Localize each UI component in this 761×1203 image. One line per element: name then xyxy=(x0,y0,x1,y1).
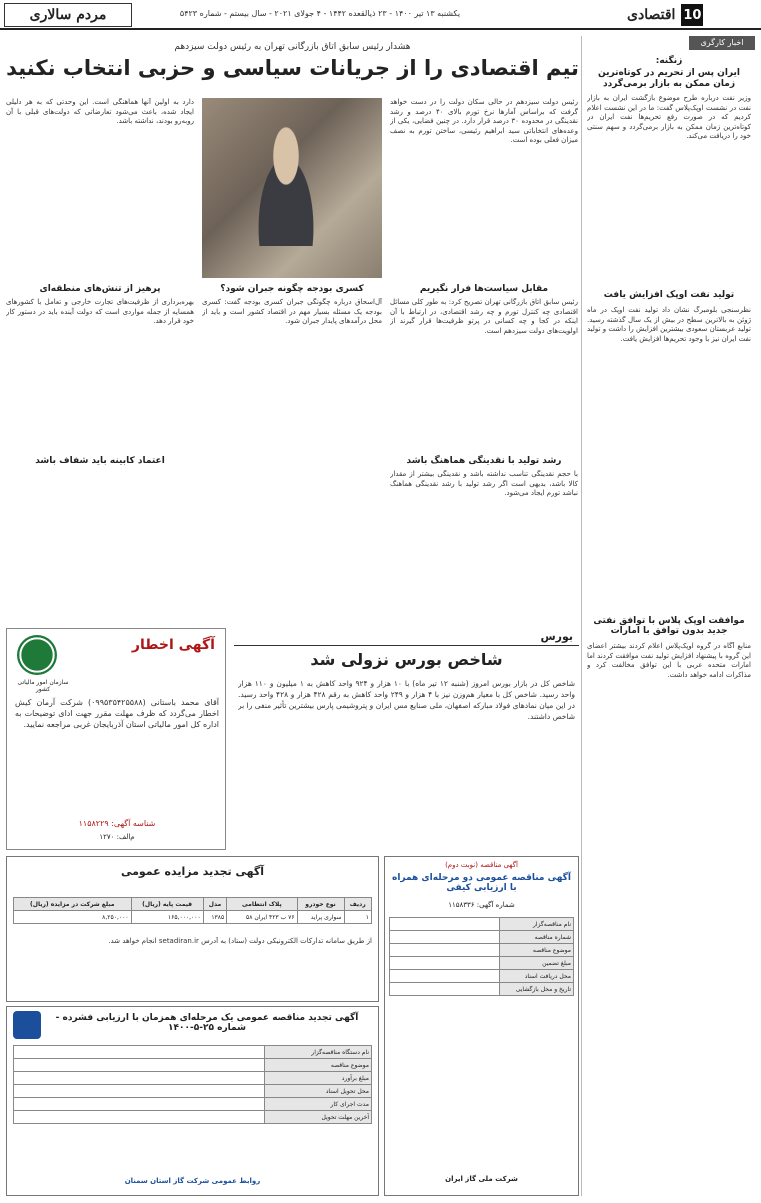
auction-ad xyxy=(6,856,379,1002)
page-number-box xyxy=(627,2,757,28)
table-header: ردیف xyxy=(344,898,371,911)
warning-ad-org: سازمان امور مالیاتی کشور xyxy=(17,679,69,693)
tender-ad-2 xyxy=(384,856,579,1196)
news-text-3: منابع آگاه در گروه اوپک‌پلاس اعلام کردند بیشتر اعضای این گروه با پیشنهاد افزایش تولید نفت موافقت کردند اما امارات متحده عربی با این توافق مخالفت کرد و مذاکرات ادامه خواهد داشت. xyxy=(587,642,751,679)
article-kicker: هشدار رئیس سابق اتاق بازرگانی تهران به رئیس دولت سیزدهم xyxy=(174,42,411,52)
tender-table xyxy=(13,1045,372,1124)
news-text-2: نظرسنجی بلومبرگ نشان داد تولید نفت اوپک در ماه ژوئن به بالاترین سطح در بیش از یک سال گذشته رسید. تولید عربستان سعودی بیشترین افزایش را داشت و تولید نفت ایران نیز با وجود تحریم‌ها افزایش یافت. xyxy=(587,306,751,343)
table-cell: ۱۳۸۵ xyxy=(203,911,226,924)
table-cell: موضوع مناقصه xyxy=(500,944,574,957)
table-cell: محل تحویل اسناد xyxy=(264,1085,371,1098)
article-subtitle-2: رشد تولید با نقدینگی هماهنگ باشد xyxy=(406,456,562,466)
auction-ad-note: از طریق سامانه تدارکات الکترونیکی دولت (ستاد) به آدرس setadiran.ir انجام خواهد شد. xyxy=(108,937,372,945)
table-cell: مبلغ تضمین xyxy=(500,957,574,970)
page-header xyxy=(0,0,761,30)
article-text-5: بهره‌برداری از ظرفیت‌های تجارت خارجی و تعامل با کشورهای همسایه از جمله مواردی است که دولت آینده باید در دستور کار خود قرار دهد. xyxy=(6,298,194,325)
article-text-1: رئیس دولت سیزدهم در حالی سکان دولت را در دست خواهد گرفت که براساس آمارها نرخ تورم بالای ۴۰ درصد و رشد نقدینگی در محدوده ۳۰ درصد قرار دارد. در چنین فضایی، یکی از وعده‌های انتخاباتی سید ابراهیم رئیسی، ساختن تورم به نصف میزان فعلی بوده است. xyxy=(390,98,578,144)
article-text-6: دارد به اولین آنها هماهنگی است. این وحدتی که به هر دلیلی ایجاد شده، باعث می‌شود تعارضاتی که دولت‌های قبلی با آن روبه‌رو بودند، نداشته باشد. xyxy=(6,98,194,125)
article-text-2: رئیس سابق اتاق بازرگانی تهران تصریح کرد: به طور کلی مسائل اقتصادی چه کنترل تورم و چه رشد اقتصادی، در ارتباط با آن اینکه در کجا و چه کسانی در پرتو ظرفیت‌ها قرار گیرند از اولویت‌های دولت سیزدهم است. xyxy=(390,298,578,335)
news-tag: اخبار کارگری xyxy=(689,36,755,50)
table-cell: نام دستگاه مناقصه‌گزار xyxy=(264,1046,371,1059)
tender-ad-2-tag: آگهی مناقصه (نوبت دوم) xyxy=(445,861,518,869)
article-headline: تیم اقتصادی را از جریانات سیاسی و حزبی انتخاب نکنید xyxy=(6,56,579,80)
table-row xyxy=(14,1085,372,1098)
news-box-title: زنگنه: xyxy=(655,56,683,66)
table-cell: ۱ xyxy=(344,911,371,924)
auction-table xyxy=(13,897,372,924)
tender-ad-2-footer: شرکت ملی گاز ایران xyxy=(445,1175,518,1183)
table-row xyxy=(390,944,574,957)
bourse-text: شاخص کل در بازار بورس امروز (شنبه ۱۲ تیر ماه) با ۱۰ هزار و ۹۲۴ واحد کاهش به ۱ میلیون و ۱۱۰ هزار واحد رسید. شاخص کل با معیار هم‌وزن نیز با ۴ هزار و ۲۴۹ واحد کاهش به رقم ۴۲۸ هزار و ۴۲۸ واحد رسید. در این میان نمادهای فولاد مبارکه اصفهان، ملی صنایع مس ایران و پتروشیمی پارس بیشترین تأثیر منفی را بر شاخص داشتند. xyxy=(238,679,575,721)
table-cell: نام مناقصه‌گزار xyxy=(500,918,574,931)
news-box-subtitle: ایران پس از تحریم در کوتاه‌ترین زمان ممکن به بازار برمی‌گردد xyxy=(598,67,740,90)
table-row xyxy=(14,1046,372,1059)
table-header: پلاک انتظامی xyxy=(227,898,297,911)
news-column xyxy=(581,36,755,1196)
table-header: مدل xyxy=(203,898,226,911)
person-photo xyxy=(246,126,326,246)
table-row xyxy=(14,1111,372,1124)
tender-ad-title: آگهی تجدید مناقصه عمومی یک مرحله‌ای همزمان با ارزیابی فشرده - شماره ۲۵-۵-۱۴۰۰ xyxy=(55,1013,359,1033)
tender-ad-footer: روابط عمومی شرکت گاز استان سمنان xyxy=(124,1177,261,1185)
table-cell: مبلغ برآورد xyxy=(264,1072,371,1085)
auction-ad-title: آگهی تجدید مزایده عمومی xyxy=(120,865,265,878)
warning-ad xyxy=(6,628,226,850)
warning-ad-code: شناسه آگهی: ۱۱۵۸۲۲۹ xyxy=(78,819,156,828)
table-header: مبلغ شرکت در مزایده (ریال) xyxy=(14,898,132,911)
table-cell: مدت اجرای کار xyxy=(264,1098,371,1111)
table-row xyxy=(14,1072,372,1085)
page-number: 10 xyxy=(681,4,703,26)
table-cell: محل دریافت اسناد xyxy=(500,970,574,983)
section-title: اقتصادی xyxy=(627,7,676,23)
table-cell: ۸,۲۵۰,۰۰۰ xyxy=(14,911,132,924)
warning-ad-title: آگهی اخطار xyxy=(131,637,215,653)
news-box-head xyxy=(587,56,751,91)
bourse-article xyxy=(234,628,579,850)
tax-org-logo xyxy=(17,635,57,675)
table-row xyxy=(390,983,574,996)
article-text-4: آل‌اسحاق درباره چگونگی جبران کسری بودجه گفت: کسری بودجه یک مسئله بسیار مهم در اقتصاد کشور است و باید از محل درآمدهای پایدار جبران شود. xyxy=(202,298,382,325)
news-subtitle-2: موافقت اوپک پلاس با توافق نفتی جدید بدون توافق با امارات xyxy=(593,616,745,636)
table-row xyxy=(390,957,574,970)
table-cell: سواری پراید xyxy=(297,911,344,924)
table-cell: ۷۶ ب ۴۲۳ ایران ۵۸ xyxy=(227,911,297,924)
table-row xyxy=(390,970,574,983)
tender-ad xyxy=(6,1006,379,1196)
warning-ad-footer: م‌الف: ۱۲۷۰ xyxy=(99,833,135,841)
article-subtitle-1: مقابل سیاست‌ها فرار نگیریم xyxy=(419,284,549,294)
paper-logo: مردم سالاری xyxy=(4,3,132,27)
table-cell: شماره مناقصه xyxy=(500,931,574,944)
main-article xyxy=(6,36,579,616)
bourse-section: بورس xyxy=(234,628,579,646)
table-row xyxy=(390,931,574,944)
article-subtitle-4: پرهیز از تنش‌های منطقه‌ای xyxy=(39,284,161,294)
table-cell: ۱۶۵,۰۰۰,۰۰۰ xyxy=(131,911,203,924)
tender-ad-2-sub: شماره آگهی: ۱۱۵۸۳۳۶ xyxy=(448,901,515,909)
warning-ad-body: آقای محمد باستانی (۰۹۹۵۳۵۴۲۵۵۸۸) شرکت آرمان کیش اخطار می‌گردد که ظرف مهلت مقرر جهت ادای توضیحات به اداره کل امور مالیاتی استان آذربایجان غربی مراجعه نمایید. xyxy=(15,698,219,729)
auction-table-head xyxy=(14,898,372,911)
news-subtitle-1: تولید نفت اوپک افزایش یافت xyxy=(603,290,735,300)
news-text-1: وزیر نفت درباره طرح موضوع بازگشت ایران به بازار نفت در نشست اوپک‌پلاس گفت: ما در این نشست اعلام کردیم که در صورت رفع تحریم‌ها نفت ایران در کوتاه‌ترین زمان ممکن به بازار برمی‌گردد و سهم سنتی خود را دریافت می‌کند. xyxy=(587,94,751,140)
article-subtitle-5: اعتماد کابینه باید شفاف باشد xyxy=(35,456,165,466)
table-row xyxy=(14,1059,372,1072)
tender-ad-2-title: آگهی مناقصه عمومی دو مرحله‌ای همراه با ارزیابی کیفی xyxy=(392,873,571,893)
table-row xyxy=(14,1098,372,1111)
table-header: نوع خودرو xyxy=(297,898,344,911)
article-subtitle-3: کسری بودجه چگونه جبران شود؟ xyxy=(220,284,364,294)
gas-company-logo xyxy=(13,1011,41,1039)
table-header: قیمت پایه (ریال) xyxy=(131,898,203,911)
table-cell: آخرین مهلت تحویل xyxy=(264,1111,371,1124)
article-text-3: با حجم نقدینگی تناسب نداشته باشد و نقدینگی بیشتر از مقدار کالا باشد، بدیهی است اگر رشد تولید با رشد نقدینگی هماهنگ نباشد تورم ایجاد می‌شود. xyxy=(390,470,578,497)
table-cell: موضوع مناقصه xyxy=(264,1059,371,1072)
tender-2-table xyxy=(389,917,574,996)
table-row xyxy=(390,918,574,931)
dateline: یکشنبه ۱۳ تیر ۱۴۰۰ - ۲۳ ذیالقعده ۱۴۴۲ - ۴ جولای ۲۰۲۱ - سال بیستم - شماره ۵۴۲۳ xyxy=(179,9,461,18)
table-cell: تاریخ و محل بازگشایی xyxy=(500,983,574,996)
bourse-title: شاخص بورس نزولی شد xyxy=(310,650,503,669)
table-row xyxy=(14,911,372,924)
